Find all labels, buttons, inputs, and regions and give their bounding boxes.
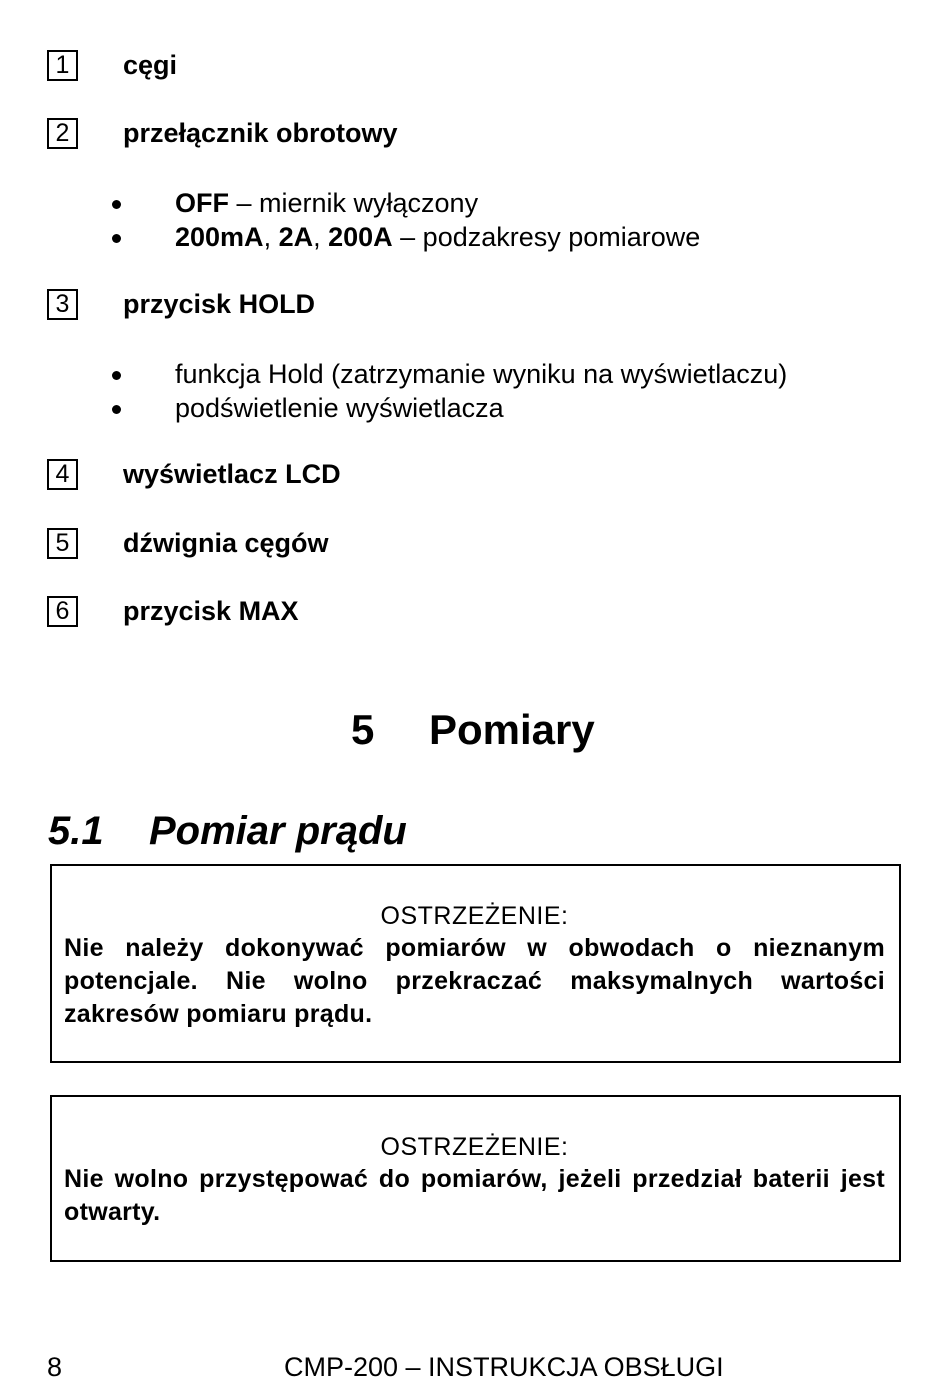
legend-item-1 xyxy=(47,48,178,82)
warning-box xyxy=(50,1095,901,1262)
legend-item-2 xyxy=(47,116,398,150)
legend-item-4 xyxy=(47,457,341,491)
section-heading xyxy=(0,806,950,856)
item-number-box: 6 xyxy=(47,596,78,627)
page-number: 8 xyxy=(47,1352,63,1382)
list-item xyxy=(108,186,700,220)
bullet-text: funkcja Hold (zatrzymanie wyniku na wyświetlaczu) xyxy=(175,359,788,389)
warning-title: OSTRZEŻENIE: xyxy=(380,902,569,930)
page-footer xyxy=(0,1350,950,1384)
bullet-icon xyxy=(112,371,121,380)
item-number-box: 4 xyxy=(47,459,78,490)
item-label: przełącznik obrotowy xyxy=(123,118,398,148)
bullet-icon xyxy=(112,234,121,243)
list-item xyxy=(108,357,787,391)
legend-item-6 xyxy=(47,594,299,628)
item-label: przycisk HOLD xyxy=(123,289,316,319)
chapter-title: Pomiary xyxy=(429,706,595,753)
warning-box xyxy=(50,864,901,1063)
legend-item-5 xyxy=(47,526,329,560)
item-number-box: 1 xyxy=(47,50,78,81)
item-label: przycisk MAX xyxy=(123,596,299,626)
item-number-box: 5 xyxy=(47,528,78,559)
item-label: dźwignia cęgów xyxy=(123,528,329,558)
warning-title: OSTRZEŻENIE: xyxy=(380,1133,569,1161)
section-title: Pomiar prądu xyxy=(149,809,407,853)
bullet-icon xyxy=(112,200,121,209)
bullet-bold: 200A xyxy=(328,222,393,252)
bullet-text: – miernik wyłączony xyxy=(229,188,479,218)
warning-text: Nie należy dokonywać pomiarów w obwodach o nieznanym potencjale. Nie wolno przekraczać maksymalnych wartości zakresów pomiaru prądu. xyxy=(64,934,885,1028)
item-label: cęgi xyxy=(123,50,178,80)
bullet-bold: 200mA xyxy=(175,222,264,252)
legend-item-3 xyxy=(47,287,316,321)
warning-text: Nie wolno przystępować do pomiarów, jeżeli przedział baterii jest otwarty. xyxy=(64,1165,885,1226)
bullet-text: – podzakresy pomiarowe xyxy=(392,222,701,252)
bullet-icon xyxy=(112,405,121,414)
chapter-heading xyxy=(0,704,950,756)
section-number: 5.1 xyxy=(48,809,104,853)
chapter-number: 5 xyxy=(351,706,375,753)
item-number-box: 2 xyxy=(47,118,78,149)
item-3-bullets xyxy=(108,357,787,425)
list-item xyxy=(108,391,787,425)
item-label: wyświetlacz LCD xyxy=(123,459,341,489)
item-2-bullets xyxy=(108,186,700,254)
item-number-box: 3 xyxy=(47,289,78,320)
bullet-bold: 2A xyxy=(278,222,314,252)
bullet-separator: , xyxy=(263,222,279,252)
bullet-bold: OFF xyxy=(175,188,229,218)
document-title: CMP-200 – INSTRUKCJA OBSŁUGI xyxy=(284,1352,724,1382)
bullet-text: podświetlenie wyświetlacza xyxy=(175,393,504,423)
bullet-separator: , xyxy=(313,222,329,252)
list-item xyxy=(108,220,700,254)
